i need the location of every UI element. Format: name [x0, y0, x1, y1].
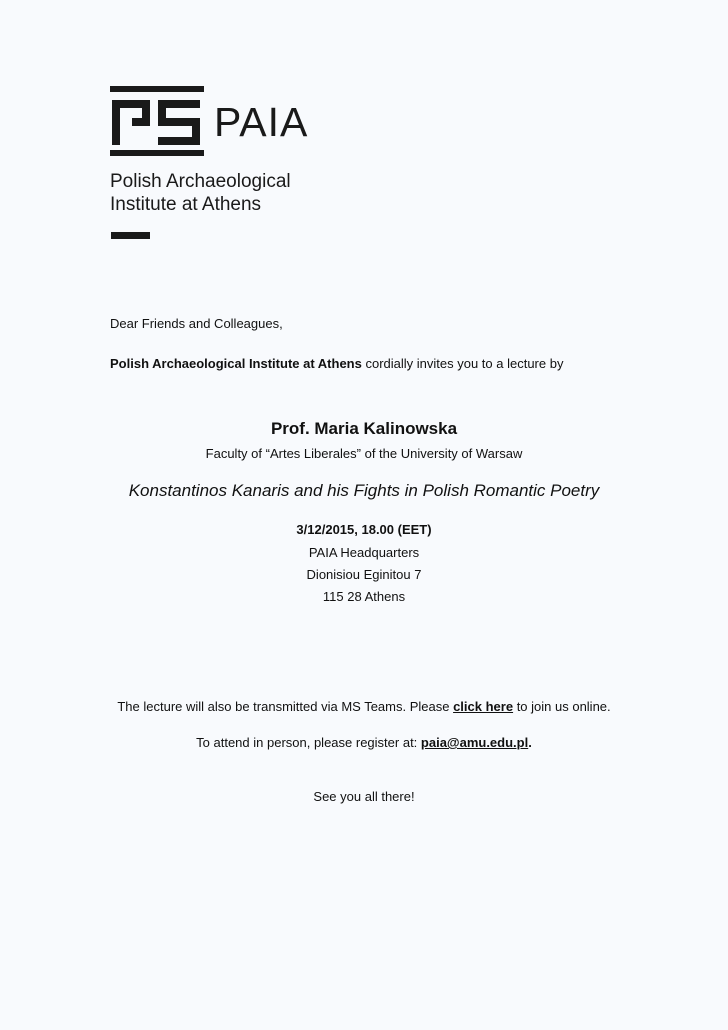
event-street: Dionisiou Eginitou 7	[306, 567, 422, 582]
paia-logo	[110, 86, 340, 246]
speaker-affiliation: Faculty of “Artes Liberales” of the University of Warsaw	[205, 446, 523, 461]
logo-underline-bar	[111, 232, 150, 239]
event-datetime: 3/12/2015, 18.00 (EET)	[296, 522, 432, 537]
institution-name: Polish Archaeological Institute at Athens	[110, 356, 362, 371]
invitation-line	[110, 356, 563, 372]
logo-name-line-1: Polish Archaeological	[110, 171, 291, 192]
greeting: Dear Friends and Colleagues,	[110, 316, 283, 331]
speaker-name: Prof. Maria Kalinowska	[270, 419, 458, 438]
event-city: 115 28 Athens	[322, 589, 406, 604]
meander-logo-icon	[110, 86, 204, 156]
logo-name-line-2: Institute at Athens	[110, 194, 262, 215]
register-text-before: To attend in person, please register at:	[196, 735, 421, 750]
register-email-link[interactable]: paia@amu.edu.pl	[420, 735, 529, 750]
invitation-text: cordially invites you to a lecture by	[361, 356, 564, 371]
register-notice	[0, 735, 728, 751]
logo-acronym: PAIA	[214, 99, 309, 145]
online-notice	[0, 699, 728, 715]
logo-institute-name	[110, 170, 291, 216]
teams-link[interactable]: click here	[453, 699, 514, 714]
register-text-after: .	[528, 735, 532, 750]
lecture-title: Konstantinos Kanaris and his Fights in Polish Romantic Poetry	[128, 481, 600, 500]
closing-line: See you all there!	[313, 789, 415, 804]
event-venue: PAIA Headquarters	[308, 545, 420, 560]
online-text-before: The lecture will also be transmitted via MS Teams. Please	[117, 699, 454, 714]
online-text-after: to join us online.	[513, 699, 611, 714]
